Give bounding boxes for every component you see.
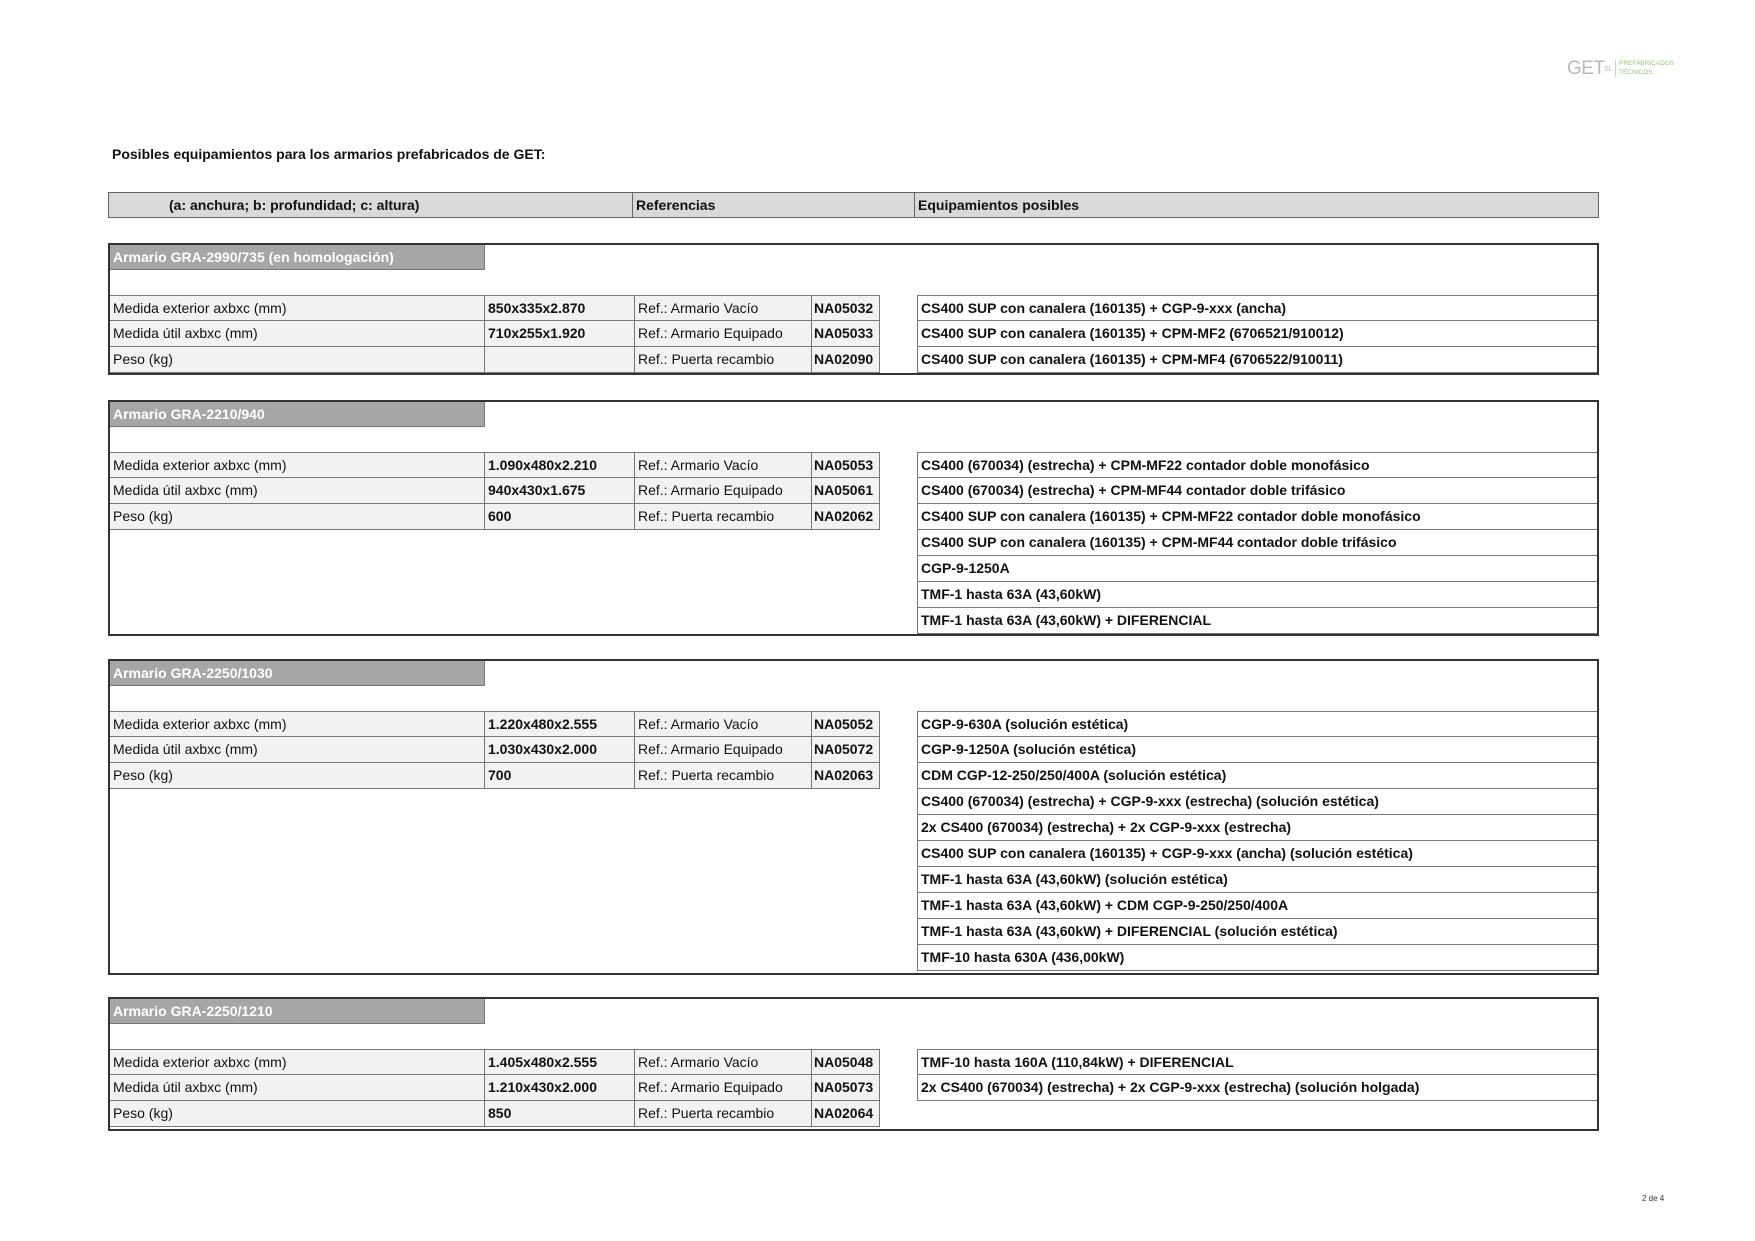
spec-label: Medida exterior axbxc (mm) [110,1049,485,1075]
equipment-item: TMF-10 hasta 630A (436,00kW) [917,945,1597,971]
page-number: 2 de 4 [1642,1194,1665,1203]
header-divider [914,193,915,217]
spec-label: Medida útil axbxc (mm) [110,737,485,763]
spec-value: 1.405x480x2.555 [485,1049,635,1075]
reference-label: Ref.: Armario Equipado [635,321,812,347]
spec-row [110,737,880,763]
spec-value: 850x335x2.870 [485,295,635,321]
spec-label: Medida exterior axbxc (mm) [110,452,485,478]
reference-code: NA05048 [812,1049,880,1075]
cabinet-section [108,997,1599,1131]
reference-code: NA02090 [812,347,880,373]
reference-code: NA02063 [812,763,880,789]
cabinet-title: Armario GRA-2250/1210 [110,999,485,1024]
logo-tagline-1: PREFABRICADOS [1619,60,1675,67]
spec-value: 710x255x1.920 [485,321,635,347]
reference-code: NA05053 [812,452,880,478]
spec-label: Medida útil axbxc (mm) [110,1075,485,1101]
spec-label: Medida exterior axbxc (mm) [110,711,485,737]
equipment-item: CS400 SUP con canalera (160135) + CGP-9-xxx (ancha) (solución estética) [917,841,1597,867]
equipment-item: TMF-1 hasta 63A (43,60kW) + DIFERENCIAL [917,608,1597,634]
cabinet-title: Armario GRA-2990/735 (en homologación) [110,245,485,270]
equipment-item: TMF-1 hasta 63A (43,60kW) + DIFERENCIAL (solución estética) [917,919,1597,945]
spec-label: Peso (kg) [110,347,485,373]
reference-label: Ref.: Armario Equipado [635,1075,812,1101]
reference-label: Ref.: Armario Vacío [635,295,812,321]
spec-value [485,347,635,373]
equipment-item: CS400 SUP con canalera (160135) + CPM-MF2 (6706521/910012) [917,321,1597,347]
spec-value: 940x430x1.675 [485,478,635,504]
equipment-item: CS400 SUP con canalera (160135) + CGP-9-xxx (ancha) [917,295,1597,321]
equipment-item: CS400 SUP con canalera (160135) + CPM-MF44 contador doble trifásico [917,530,1597,556]
spec-row [110,1101,880,1127]
logo-tagline-2: TÉCNICOS [1619,69,1653,76]
spec-value: 850 [485,1101,635,1127]
spec-value: 700 [485,763,635,789]
header-references: Referencias [636,197,716,213]
equipment-item: 2x CS400 (670034) (estrecha) + 2x CGP-9-xxx (estrecha) [917,815,1597,841]
spec-label: Peso (kg) [110,1101,485,1127]
header-divider [632,193,633,217]
cabinet-title: Armario GRA-2210/940 [110,402,485,427]
company-logo [1567,58,1677,80]
reference-label: Ref.: Puerta recambio [635,1101,812,1127]
equipment-item: CS400 SUP con canalera (160135) + CPM-MF4 (6706522/910011) [917,347,1597,373]
spec-label: Medida útil axbxc (mm) [110,478,485,504]
spec-label: Peso (kg) [110,504,485,530]
spec-row [110,763,880,789]
reference-label: Ref.: Puerta recambio [635,763,812,789]
equipment-item: CS400 (670034) (estrecha) + CGP-9-xxx (estrecha) (solución estética) [917,789,1597,815]
logo-divider [1615,60,1616,77]
spec-value: 1.090x480x2.210 [485,452,635,478]
reference-label: Ref.: Armario Vacío [635,1049,812,1075]
cabinet-section [108,659,1599,975]
spec-row [110,1049,880,1075]
spec-label: Medida exterior axbxc (mm) [110,295,485,321]
header-dimensions: (a: anchura; b: profundidad; c: altura) [169,197,420,213]
equipment-item: 2x CS400 (670034) (estrecha) + 2x CGP-9-xxx (estrecha) (solución holgada) [917,1075,1597,1101]
spec-row [110,1075,880,1101]
reference-code: NA05061 [812,478,880,504]
spec-value: 1.210x430x2.000 [485,1075,635,1101]
spec-label: Peso (kg) [110,763,485,789]
cabinet-section [108,400,1599,636]
spec-row [110,711,880,737]
reference-label: Ref.: Armario Vacío [635,711,812,737]
reference-label: Ref.: Puerta recambio [635,347,812,373]
reference-code: NA02062 [812,504,880,530]
reference-code: NA05073 [812,1075,880,1101]
reference-code: NA05052 [812,711,880,737]
spec-row [110,347,880,373]
reference-code: NA05032 [812,295,880,321]
logo-suffix: SL [1604,66,1613,73]
reference-label: Ref.: Armario Equipado [635,737,812,763]
equipment-item: TMF-1 hasta 63A (43,60kW) [917,582,1597,608]
reference-label: Ref.: Armario Equipado [635,478,812,504]
cabinet-title: Armario GRA-2250/1030 [110,661,485,686]
equipment-item: CGP-9-1250A (solución estética) [917,737,1597,763]
logo-brand: GET [1567,58,1605,79]
reference-label: Ref.: Puerta recambio [635,504,812,530]
equipment-item: TMF-1 hasta 63A (43,60kW) + CDM CGP-9-250/250/400A [917,893,1597,919]
page-title: Posibles equipamientos para los armarios prefabricados de GET: [112,146,546,162]
reference-code: NA02064 [812,1101,880,1127]
cabinet-section [108,243,1599,375]
spec-value: 1.220x480x2.555 [485,711,635,737]
equipment-item: CGP-9-630A (solución estética) [917,711,1597,737]
equipment-item: CS400 SUP con canalera (160135) + CPM-MF22 contador doble monofásico [917,504,1597,530]
table-header [108,192,1599,218]
equipment-item: CS400 (670034) (estrecha) + CPM-MF22 contador doble monofásico [917,452,1597,478]
equipment-item: TMF-10 hasta 160A (110,84kW) + DIFERENCIAL [917,1049,1597,1075]
reference-code: NA05033 [812,321,880,347]
equipment-item: CDM CGP-12-250/250/400A (solución estética) [917,763,1597,789]
spec-value: 1.030x430x2.000 [485,737,635,763]
spec-label: Medida útil axbxc (mm) [110,321,485,347]
spec-row [110,478,880,504]
header-equipment: Equipamientos posibles [918,197,1080,213]
equipment-item: TMF-1 hasta 63A (43,60kW) (solución estética) [917,867,1597,893]
equipment-item: CS400 (670034) (estrecha) + CPM-MF44 contador doble trifásico [917,478,1597,504]
spec-row [110,504,880,530]
spec-row [110,295,880,321]
spec-row [110,452,880,478]
equipment-item: CGP-9-1250A [917,556,1597,582]
reference-code: NA05072 [812,737,880,763]
reference-label: Ref.: Armario Vacío [635,452,812,478]
spec-value: 600 [485,504,635,530]
spec-row [110,321,880,347]
